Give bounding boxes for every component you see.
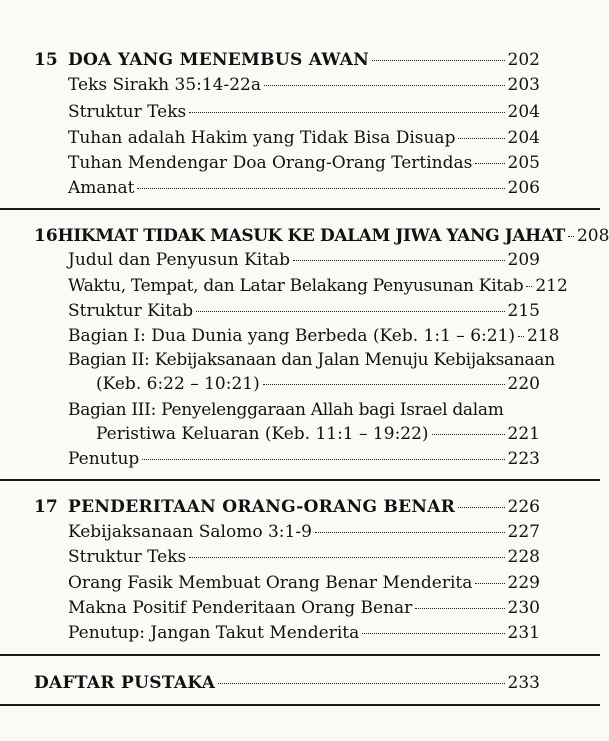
toc-entry xyxy=(68,572,540,594)
toc-entry xyxy=(68,275,568,297)
page-number: 226 xyxy=(507,497,540,517)
entry-title: Struktur Teks xyxy=(68,547,187,567)
chapter-16-heading xyxy=(34,225,609,247)
entry-title: Tuhan Mendengar Doa Orang-Orang Tertindas xyxy=(68,153,473,173)
entry-title: Penutup: Jangan Takut Menderita xyxy=(68,623,360,643)
entry-title: Teks Sirakh 35:14-22a xyxy=(68,75,262,95)
dot-leader xyxy=(189,556,504,558)
page-number: 228 xyxy=(507,547,540,567)
entry-title: Tuhan adalah Hakim yang Tidak Bisa Disuap xyxy=(68,128,456,148)
page-number: 221 xyxy=(507,424,540,444)
dot-leader xyxy=(189,111,504,113)
dot-leader xyxy=(372,59,505,61)
dot-leader xyxy=(475,162,504,164)
entry-title: Amanat xyxy=(68,178,135,198)
entry-title: Makna Positif Penderitaan Orang Benar xyxy=(68,598,413,618)
page-number: 230 xyxy=(507,598,540,618)
page-number: 209 xyxy=(507,250,540,270)
dot-leader xyxy=(518,335,524,337)
section-divider xyxy=(0,208,600,210)
toc-entry xyxy=(68,127,540,149)
entry-title: Orang Fasik Membuat Orang Benar Menderita xyxy=(68,573,473,593)
chapter-title: PENDERITAAN ORANG-ORANG BENAR xyxy=(68,497,456,517)
entry-title: Kebijaksanaan Salomo 3:1-9 xyxy=(68,522,312,542)
toc-entry xyxy=(68,300,540,322)
chapter-number: 15 xyxy=(34,50,58,70)
page-number: 220 xyxy=(507,374,540,394)
dot-leader xyxy=(415,607,504,609)
toc-entry xyxy=(68,152,540,174)
toc-entry xyxy=(96,423,540,445)
dot-leader xyxy=(568,235,574,237)
page-number: 223 xyxy=(507,449,540,469)
page-number: 203 xyxy=(507,75,540,95)
page-number: 212 xyxy=(535,276,568,296)
dot-leader xyxy=(293,259,504,261)
toc-entry xyxy=(68,177,540,199)
section-divider xyxy=(0,479,600,481)
toc-entry xyxy=(68,597,540,619)
entry-title: Struktur Kitab xyxy=(68,301,194,321)
entry-title: Penutup xyxy=(68,449,140,469)
page-number: 227 xyxy=(507,522,540,542)
chapter-title: DOA YANG MENEMBUS AWAN xyxy=(68,50,370,70)
chapter-number: 16 xyxy=(34,226,58,246)
toc-entry xyxy=(68,622,540,644)
toc-entry-first-line: Bagian II: Kebijaksanaan dan Jalan Menuju Kebijaksanaan xyxy=(68,350,555,370)
dot-leader xyxy=(264,84,505,86)
toc-entry xyxy=(68,74,540,96)
bibliography-entry xyxy=(34,672,540,694)
toc-entry xyxy=(68,546,540,568)
page-number: 215 xyxy=(507,301,540,321)
dot-leader xyxy=(218,682,504,684)
dot-leader xyxy=(526,285,532,287)
toc-entry xyxy=(68,448,540,470)
page-number: 208 xyxy=(576,226,609,246)
page-number: 231 xyxy=(507,623,540,643)
page-number: 204 xyxy=(507,128,540,148)
chapter-15-heading xyxy=(34,49,540,71)
dot-leader xyxy=(137,187,504,189)
dot-leader xyxy=(142,458,504,460)
dot-leader xyxy=(458,137,504,139)
page-number: 229 xyxy=(507,573,540,593)
toc-entry xyxy=(96,373,540,395)
section-divider xyxy=(0,654,600,656)
toc-entry xyxy=(68,249,540,271)
dot-leader xyxy=(362,632,504,634)
dot-leader xyxy=(263,383,505,385)
entry-title: Waktu, Tempat, dan Latar Belakang Penyusunan Kitab xyxy=(68,276,524,296)
dot-leader xyxy=(458,506,504,508)
page-number: 233 xyxy=(507,673,540,693)
toc-entry xyxy=(68,101,540,123)
entry-title: Bagian I: Dua Dunia yang Berbeda (Keb. 1:1 – 6:21) xyxy=(68,326,516,346)
entry-title-continuation: (Keb. 6:22 – 10:21) xyxy=(96,374,260,394)
page-number: 206 xyxy=(507,178,540,198)
page-number: 202 xyxy=(507,50,540,70)
entry-title-continuation: Peristiwa Keluaran (Keb. 11:1 – 19:22) xyxy=(96,424,429,444)
dot-leader xyxy=(315,531,505,533)
toc-entry xyxy=(68,521,540,543)
entry-title: Judul dan Penyusun Kitab xyxy=(68,250,291,270)
section-divider xyxy=(0,704,600,706)
bibliography-title: DAFTAR PUSTAKA xyxy=(34,673,216,693)
toc-entry-first-line: Bagian III: Penyelenggaraan Allah bagi Israel dalam xyxy=(68,400,504,420)
dot-leader xyxy=(196,310,504,312)
dot-leader xyxy=(475,582,504,584)
page-number: 205 xyxy=(507,153,540,173)
entry-title: Struktur Teks xyxy=(68,102,187,122)
toc-entry xyxy=(68,325,560,347)
page-number: 218 xyxy=(527,326,560,346)
chapter-17-heading xyxy=(34,496,540,518)
page-number: 204 xyxy=(507,102,540,122)
chapter-number: 17 xyxy=(34,497,58,517)
dot-leader xyxy=(432,433,505,435)
chapter-title: HIKMAT TIDAK MASUK KE DALAM JIWA YANG JAHAT xyxy=(57,226,565,246)
